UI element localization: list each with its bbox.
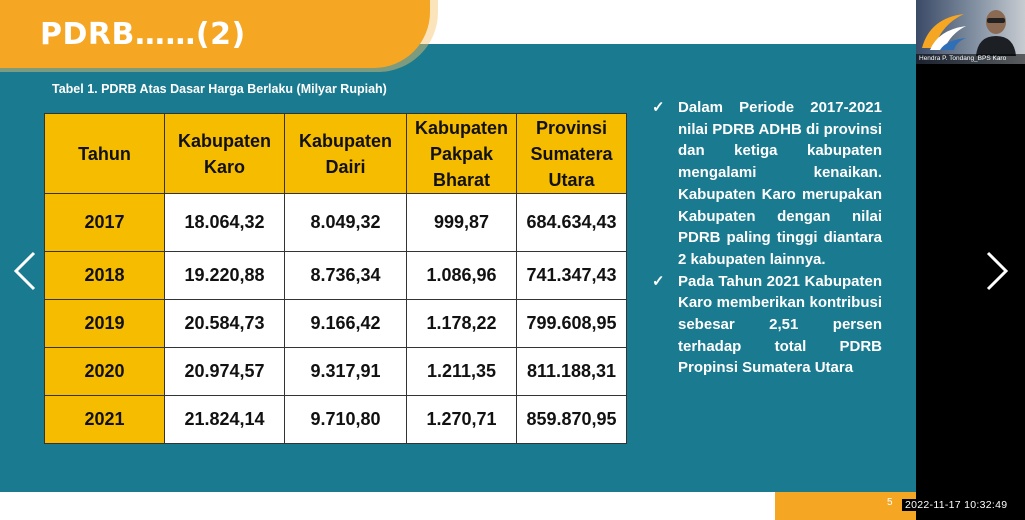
cell-pakpak-bharat: 1.211,35 [407,348,517,396]
slide-bottom-accent [775,492,916,520]
prev-slide-button[interactable] [12,250,38,292]
header-tahun: Tahun [45,114,165,194]
chevron-left-icon [12,250,38,292]
cell-karo: 20.974,57 [165,348,285,396]
cell-pakpak-bharat: 999,87 [407,194,517,252]
checkmark-icon: ✓ [652,272,665,290]
table-header-row [45,114,627,194]
cell-karo: 21.824,14 [165,396,285,444]
cell-karo: 19.220,88 [165,252,285,300]
cell-dairi: 9.166,42 [285,300,407,348]
cell-pakpak-bharat: 1.178,22 [407,300,517,348]
cell-year: 2019 [45,300,165,348]
slide-title: PDRB……(2) [40,17,246,52]
next-slide-button[interactable] [984,250,1010,292]
slide-bottom-band [0,492,775,520]
table-row [45,252,627,300]
header-kabupaten-pakpak-bharat: Kabupaten Pakpak Bharat [407,114,517,194]
slide-page-number: 5 [887,497,893,508]
cell-sumatera-utara: 799.608,95 [517,300,627,348]
cell-pakpak-bharat: 1.086,96 [407,252,517,300]
checkmark-icon: ✓ [652,99,665,116]
bullet-list [650,97,882,379]
table-caption: Tabel 1. PDRB Atas Dasar Harga Berlaku (Milyar Rupiah) [52,82,387,96]
cell-pakpak-bharat: 1.270,71 [407,396,517,444]
cell-sumatera-utara: 859.870,95 [517,396,627,444]
cell-dairi: 9.317,91 [285,348,407,396]
organization-logo-icon [920,8,968,52]
header-provinsi-sumatera-utara: Provinsi Sumatera Utara [517,114,627,194]
pdrb-table [44,113,627,444]
cell-sumatera-utara: 684.634,43 [517,194,627,252]
cell-karo: 18.064,32 [165,194,285,252]
cell-year: 2021 [45,396,165,444]
cell-year: 2020 [45,348,165,396]
header-kabupaten-dairi: Kabupaten Dairi [285,114,407,194]
table-row [45,396,627,444]
table-row [45,194,627,252]
bullet-item [650,271,882,380]
bullet-item [650,97,882,271]
cell-karo: 20.584,73 [165,300,285,348]
cell-year: 2017 [45,194,165,252]
cell-dairi: 8.736,34 [285,252,407,300]
bullet-text: Pada Tahun 2021 Kabupaten Karo memberikan kontribusi sebesar 2,51 persen terhadap total PDRB Propinsi Sumatera Utara [678,272,882,377]
participant-name-label: Hendra P. Tondang_BPS Karo [916,54,1025,64]
cell-dairi: 8.049,32 [285,194,407,252]
cell-year: 2018 [45,252,165,300]
cell-sumatera-utara: 811.188,31 [517,348,627,396]
recording-timestamp: 2022-11-17 10:32:49 [902,499,1010,511]
header-kabupaten-karo: Kabupaten Karo [165,114,285,194]
cell-sumatera-utara: 741.347,43 [517,252,627,300]
bullet-text: Dalam Periode 2017-2021 nilai PDRB ADHB di provinsi dan ketiga kabupaten mengalami kenaikan. Kabupaten Karo merupakan Kabupaten dengan nilai PDRB paling tinggi diantara 2 kabupaten lainnya. [678,99,882,268]
cell-dairi: 9.710,80 [285,396,407,444]
table-row [45,348,627,396]
webcam-thumbnail[interactable] [916,0,1025,64]
table-row [45,300,627,348]
participant-video-icon [974,6,1018,56]
chevron-right-icon [984,250,1010,292]
